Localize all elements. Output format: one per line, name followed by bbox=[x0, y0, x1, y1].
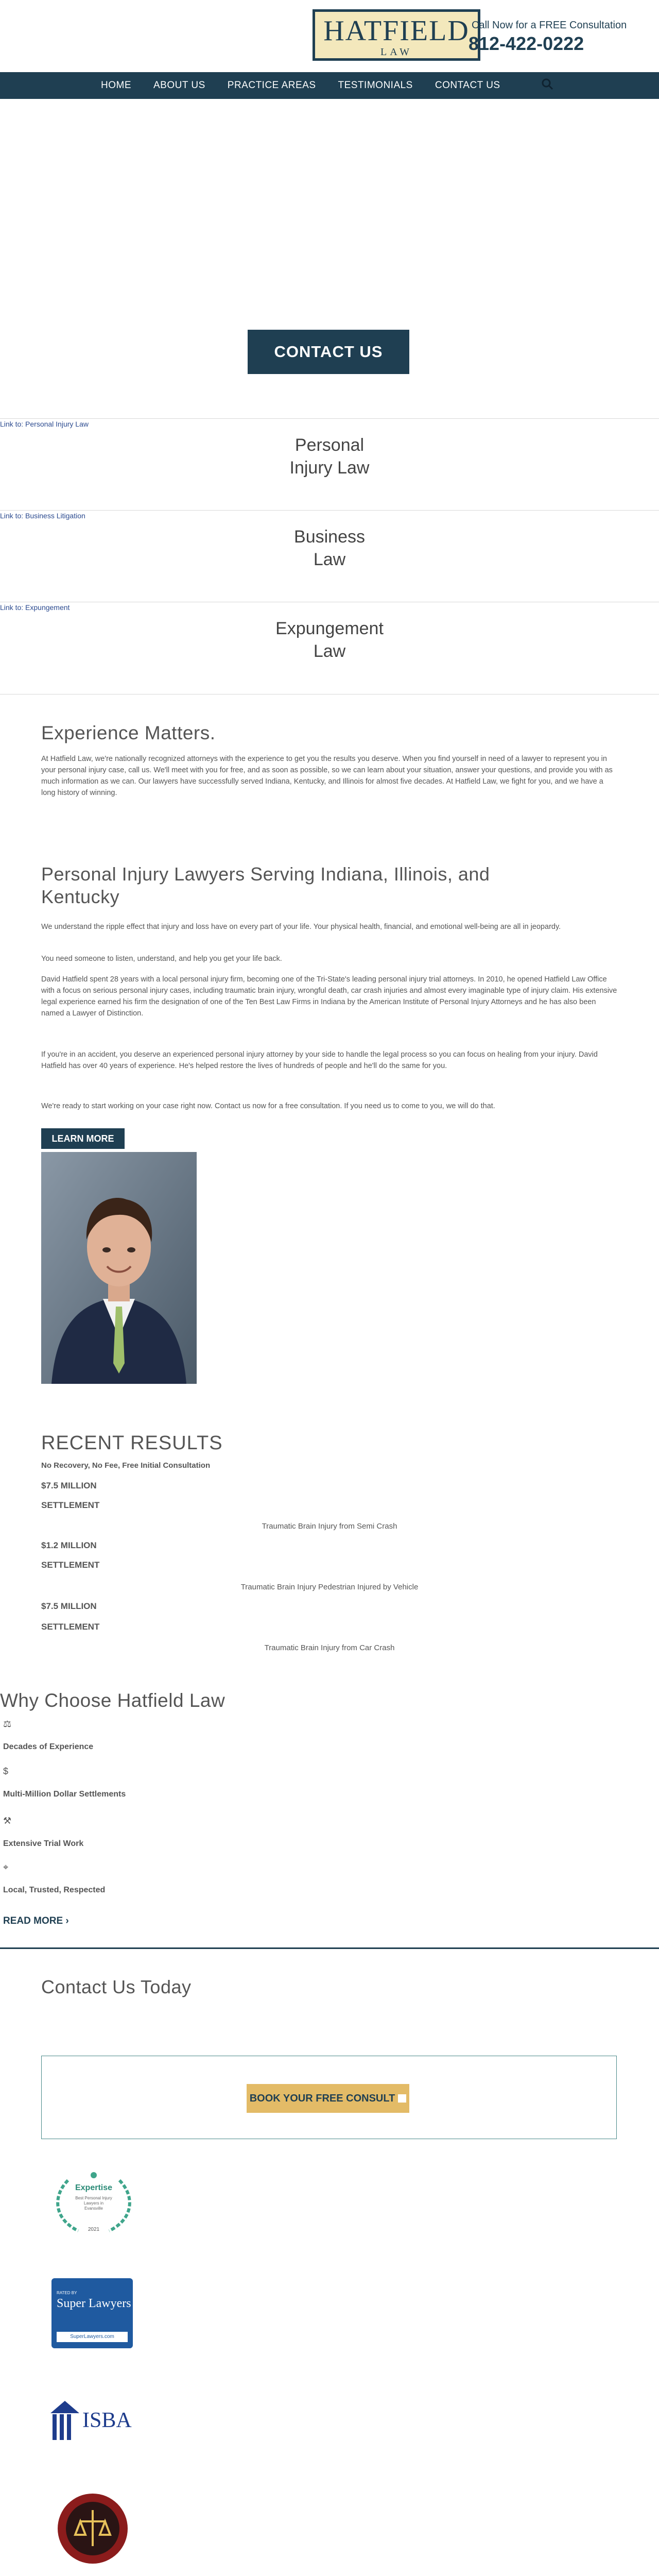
expertise-line2: Lawyers in bbox=[83, 2201, 104, 2206]
why-item-label: Local, Trusted, Respected bbox=[3, 1886, 106, 1894]
seal-icon bbox=[57, 2493, 129, 2565]
expertise-badge[interactable] bbox=[47, 2170, 140, 2237]
practice-link-label[interactable]: Link to: Expungement bbox=[0, 603, 70, 612]
superlawyers-site: SuperLawyers.com bbox=[57, 2332, 128, 2342]
logo-sub-text: LAW bbox=[380, 46, 412, 58]
practice-link-personal-injury[interactable] bbox=[0, 418, 659, 510]
practice-link-label[interactable]: Link to: Personal Injury Law bbox=[0, 420, 89, 428]
result-description: Traumatic Brain Injury from Car Crash bbox=[264, 1643, 395, 1652]
result-label: SETTLEMENT bbox=[41, 1622, 100, 1632]
practice-title-line1: Expungement bbox=[275, 619, 384, 638]
nav-item-about-us[interactable]: ABOUT US bbox=[153, 80, 205, 91]
expertise-line3: Evansville bbox=[84, 2206, 103, 2211]
expertise-year: 2021 bbox=[88, 2227, 100, 2232]
briefcase-icon: ⚖ bbox=[3, 1719, 12, 1729]
nav-item-practice-areas[interactable]: PRACTICE AREAS bbox=[227, 80, 316, 91]
contact-heading: Contact Us Today bbox=[41, 1976, 192, 1997]
pin-icon: ⌖ bbox=[3, 1862, 9, 1872]
result-amount: $7.5 MILLION bbox=[41, 1601, 97, 1611]
serving-paragraph-3: David Hatfield spent 28 years with a local personal injury firm, becoming one of the Tri-State's leading personal injury trial attorneys. In 2010, he opened Hatfield Law Office with a focus on serious personal injury cases, including traumatic brain injury, wrongful death, car crash injuries and almost every imaginable type of injury claim. His extensive legal experience earned his firm the designation of one of the Ten Best Law Firms in Indiana by the American Institute of Personal Injury Attorneys and he has also been named a Lawyer of Distinction. bbox=[41, 975, 617, 1018]
trial-attorneys-seal[interactable] bbox=[57, 2493, 129, 2565]
check-icon bbox=[398, 2094, 406, 2103]
why-item-label: Extensive Trial Work bbox=[3, 1839, 84, 1848]
result-amount: $7.5 MILLION bbox=[41, 1481, 97, 1490]
serving-paragraph-1: We understand the ripple effect that injury and loss have on every part of your life. Your physical health, financial, and emotional well-being are all in jeopardy. bbox=[41, 923, 561, 931]
nav-item-contact-us[interactable]: CONTACT US bbox=[435, 80, 500, 91]
hero-section bbox=[0, 99, 659, 403]
serving-paragraph-4: If you're in an accident, you deserve an experienced personal injury attorney by your side to handle the legal process so you can focus on healing from your injury. David Hatfield has over 40 years of experience. He's helped restore the lives of hundreds of people and he'll do the same for you. bbox=[41, 1050, 598, 1070]
nav-item-home[interactable]: HOME bbox=[101, 80, 131, 91]
result-amount: $1.2 MILLION bbox=[41, 1540, 97, 1550]
attorney-photo-illustration bbox=[41, 1152, 197, 1384]
practice-title-line1: Personal bbox=[294, 435, 365, 455]
header-phone-link[interactable]: 812-422-0222 bbox=[469, 33, 584, 54]
learn-more-button[interactable]: LEARN MORE bbox=[41, 1128, 125, 1149]
superlawyers-title: Super Lawyers bbox=[57, 2297, 131, 2310]
practice-title-line2: Law bbox=[313, 641, 346, 661]
section-divider bbox=[0, 1947, 659, 1949]
logo-main-text: HATFIELD bbox=[323, 15, 470, 47]
dollar-icon: $ bbox=[3, 1766, 9, 1776]
practice-title-line2: Injury Law bbox=[289, 458, 370, 478]
result-description: Traumatic Brain Injury from Semi Crash bbox=[262, 1522, 397, 1531]
serving-paragraph-5: We're ready to start working on your case right now. Contact us now for a free consultation. If you need us to come to you, we will do that. bbox=[41, 1102, 495, 1110]
expertise-title: Expertise bbox=[75, 2183, 113, 2192]
site-logo[interactable] bbox=[313, 9, 480, 61]
book-consult-label: BOOK YOUR FREE CONSULT bbox=[249, 2092, 395, 2104]
practice-link-expungement[interactable] bbox=[0, 602, 659, 694]
hero-contact-button[interactable]: CONTACT US bbox=[248, 330, 409, 374]
result-label: SETTLEMENT bbox=[41, 1500, 100, 1510]
isba-name: ISBA bbox=[82, 2409, 132, 2432]
main-nav bbox=[0, 72, 659, 99]
practice-title-line1: Business bbox=[294, 527, 365, 547]
chevron-right-icon: › bbox=[65, 1916, 69, 1926]
search-icon[interactable] bbox=[541, 77, 554, 91]
practice-link-business[interactable] bbox=[0, 510, 659, 602]
serving-paragraph-2: You need someone to listen, understand, and help you get your life back. bbox=[41, 955, 282, 963]
why-item-label: Decades of Experience bbox=[3, 1742, 94, 1751]
book-consult-button[interactable] bbox=[247, 2084, 409, 2113]
experience-heading: Experience Matters. bbox=[41, 722, 216, 743]
read-more-link[interactable] bbox=[3, 1916, 69, 1927]
call-now-text: Call Now for a FREE Consultation bbox=[472, 20, 627, 31]
results-subheading: No Recovery, No Fee, Free Initial Consultation bbox=[41, 1461, 211, 1470]
experience-body: At Hatfield Law, we're nationally recognized attorneys with the experience to get you the results you deserve. When you find yourself in need of a lawyer to represent you in your personal injury case, call us. We'll meet with you for free, and as soon as possible, so we can learn about your situation, answer your questions, and provide you with as much information as we can. Our lawyers have successfully served Indiana, Kentucky, and Illinois for almost five decades. At Hatfield Law, we fight for you, and we have a long history of winning. bbox=[41, 755, 613, 797]
nav-item-testimonials[interactable]: TESTIMONIALS bbox=[338, 80, 413, 91]
serving-heading-line1: Personal Injury Lawyers Serving Indiana, Illinois, and bbox=[41, 863, 490, 885]
superlawyers-badge[interactable] bbox=[51, 2278, 133, 2348]
practice-link-label[interactable]: Link to: Business Litigation bbox=[0, 512, 85, 520]
read-more-label: READ MORE bbox=[3, 1916, 63, 1926]
attorney-portrait bbox=[41, 1152, 197, 1384]
result-label: SETTLEMENT bbox=[41, 1560, 100, 1570]
contact-form-box bbox=[41, 2056, 617, 2139]
isba-figure-icon bbox=[49, 2397, 80, 2443]
expertise-line1: Best Personal Injury bbox=[75, 2196, 112, 2200]
superlawyers-top: RATED BY bbox=[57, 2291, 77, 2295]
results-heading: RECENT RESULTS bbox=[41, 1432, 223, 1454]
serving-heading-line2: Kentucky bbox=[41, 886, 120, 907]
practice-title-line2: Law bbox=[313, 550, 346, 569]
result-description: Traumatic Brain Injury Pedestrian Injured by Vehicle bbox=[240, 1583, 419, 1591]
why-heading: Why Choose Hatfield Law bbox=[0, 1690, 226, 1711]
why-item-label: Multi-Million Dollar Settlements bbox=[3, 1790, 126, 1799]
site-header bbox=[0, 0, 659, 72]
gavel-icon: ⚒ bbox=[3, 1816, 12, 1826]
isba-badge[interactable] bbox=[49, 2397, 137, 2443]
